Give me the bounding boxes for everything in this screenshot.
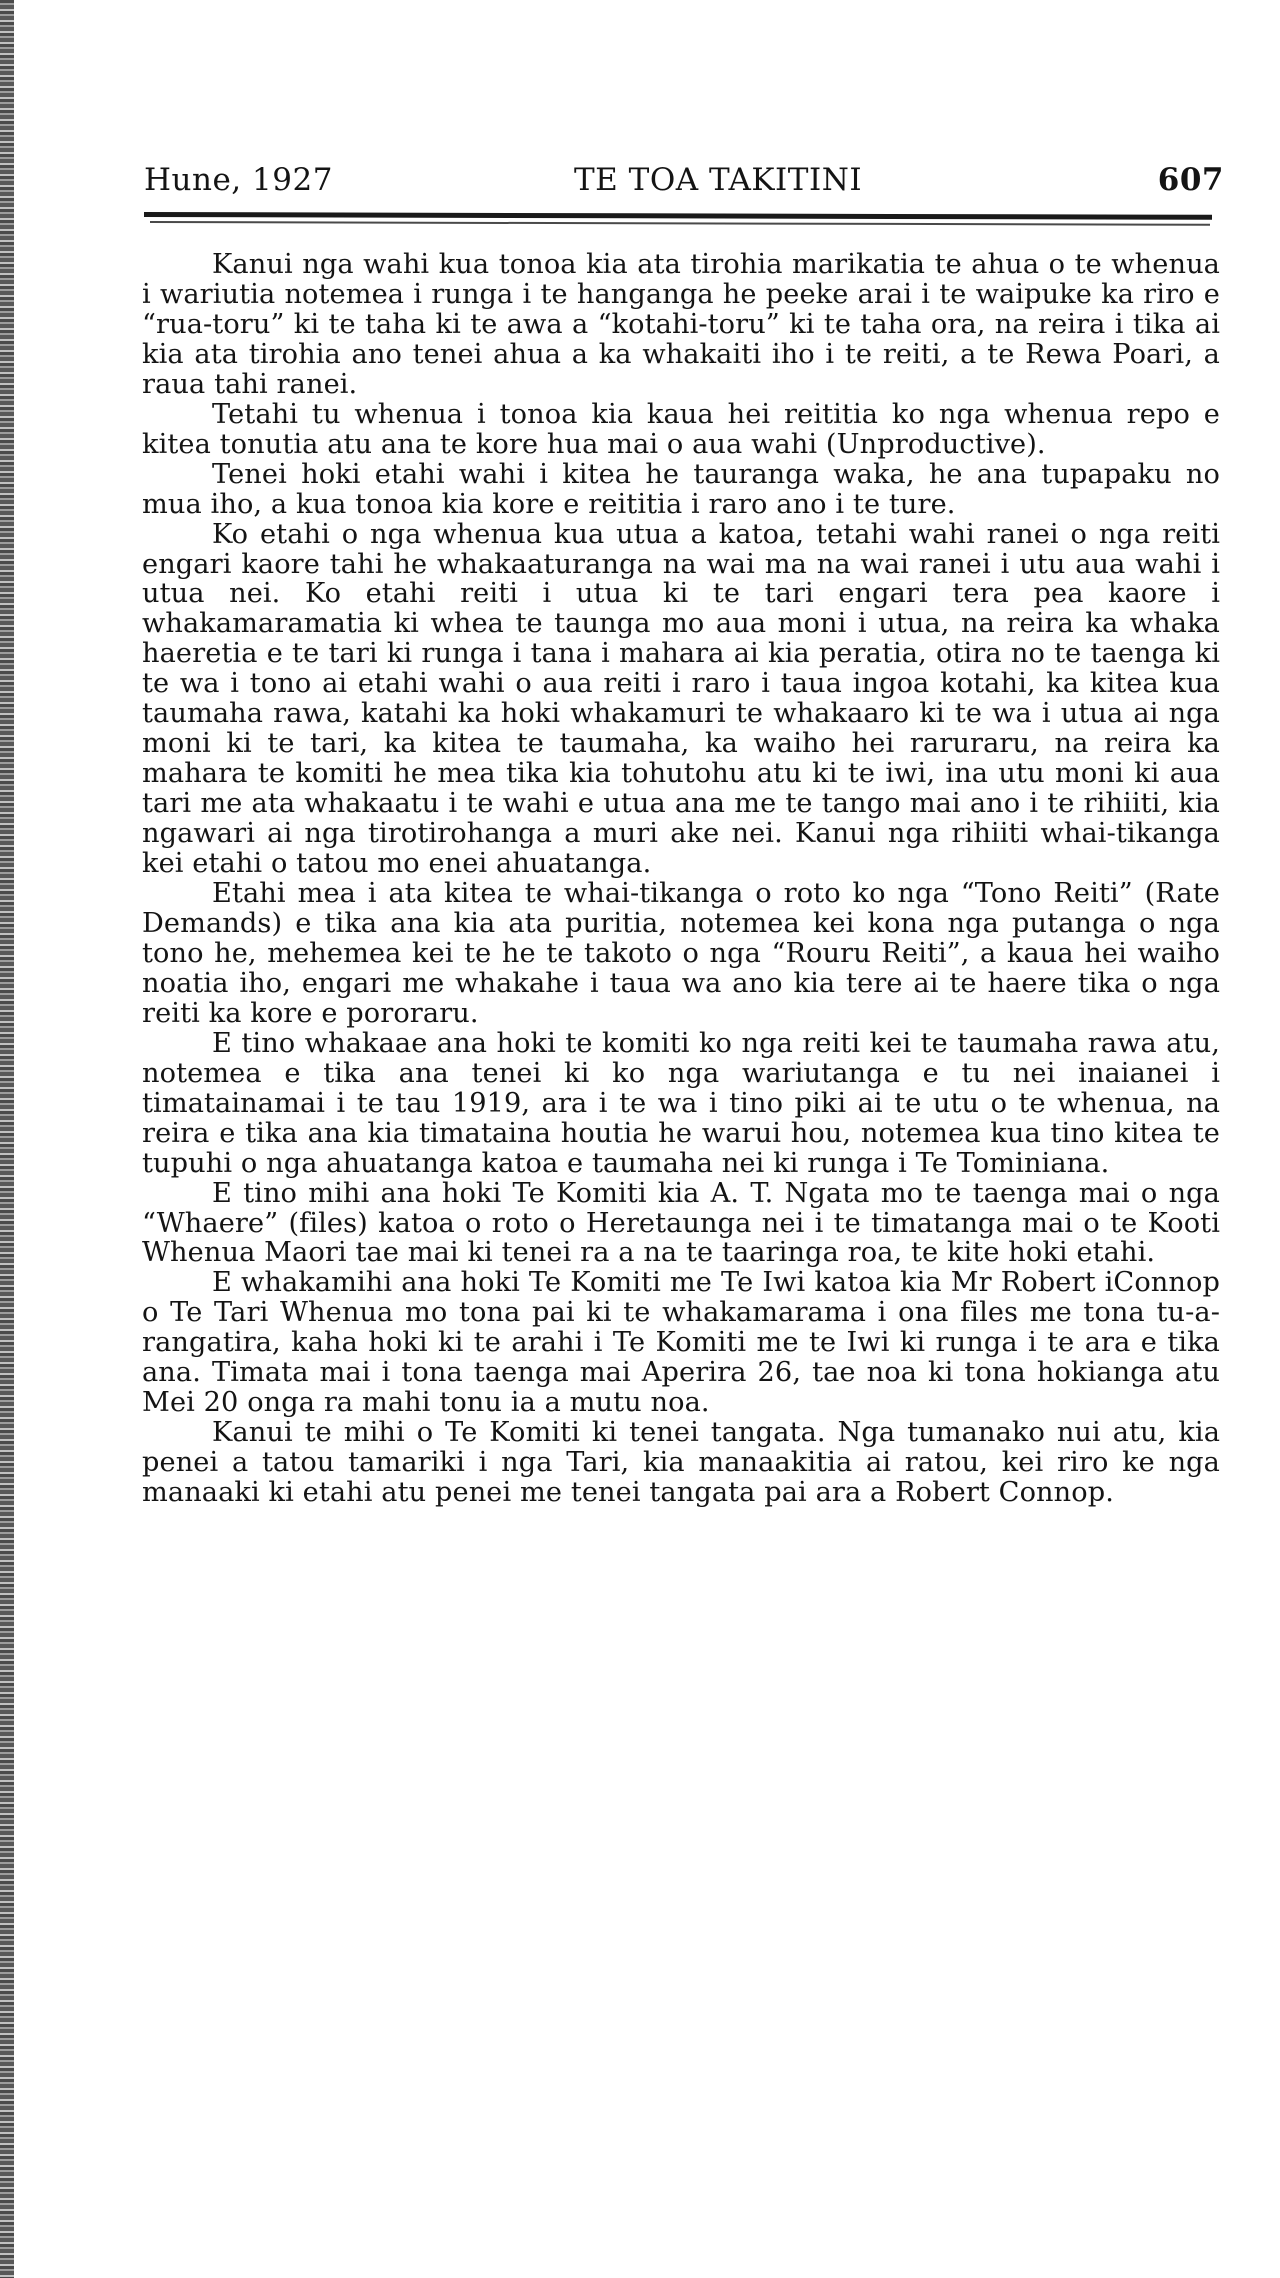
running-header bbox=[144, 162, 1224, 206]
article-body bbox=[142, 250, 1220, 1508]
paragraph: Kanui te mihi o Te Komiti ki tenei tangata. Nga tumanako nui atu, kia penei a tatou tamariki i nga Tari, kia manaakitia ai ratou, kei riro ke nga manaaki ki etahi atu penei me tenei tangata pai ara a Robert Connop. bbox=[142, 1417, 1220, 1509]
paragraph: Tenei hoki etahi wahi i kitea he tauranga waka, he ana tupapaku no mua iho, a kua tonoa kia kore e reititia i raro ano i te ture. bbox=[142, 458, 1220, 520]
paragraph: Tetahi tu whenua i tonoa kia kaua hei reititia ko nga whenua repo e kitea tonutia atu ana te kore hua mai o aua wahi (Unproductive). bbox=[142, 398, 1220, 460]
header-rule-thick bbox=[144, 212, 1212, 220]
page-number: 607 bbox=[1157, 162, 1224, 198]
paragraph: Kanui nga wahi kua tonoa kia ata tirohia marikatia te ahua o te whenua i wariutia notemea i runga i te hanganga he peeke arai i te waipuke ka riro e “rua-toru” ki te taha ki te awa a “kotahi-toru” ki te taha ora, na reira i tika ai kia ata tirohia ano tenei ahua a ka whakaiti iho i te reiti, a te Rewa Poari, a raua tahi ranei. bbox=[142, 249, 1220, 400]
paragraph: Ko etahi o nga whenua kua utua a katoa, tetahi wahi ranei o nga reiti engari kaore tahi he whakaaturanga na wai ma na wai ranei i utu aua wahi i utua nei. Ko etahi reiti i utua ki te tari engari tera pea kaore i whakamaramatia ki whea te taunga mo aua moni i utua, na reira ka whaka haeretia e te tari ki runga i tana i mahara ai kia peratia, otira no te taenga ki te wa i tono ai etahi wahi o aua reiti i raro i taua ingoa kotahi, ka kitea kua taumaha rawa, katahi ka hoki whakamuri te whakaaro ki te wa i utua ai nga moni ki te tari, ka kitea te taumaha, ka waiho hei raruraru, na reira ka mahara te komiti he mea tika kia tohutohu atu ki te iwi, ina utu moni ki aua tari me ata whakaatu i te wahi e utua ana me te tango mai ano i te rihiiti, kia ngawari ai nga tirotirohanga a muri ake nei. Kanui nga rihiiti whai-tikanga kei etahi o tatou mo enei ahuatanga. bbox=[142, 518, 1220, 880]
paragraph: E tino mihi ana hoki Te Komiti kia A. T. Ngata mo te taenga mai o nga “Whaere” (files) katoa o roto o Heretaunga nei i te timatanga mai o te Kooti Whenua Maori tae mai ki tenei ra a na te taaringa roa, te kite hoki etahi. bbox=[142, 1177, 1220, 1269]
paragraph: E whakamihi ana hoki Te Komiti me Te Iwi katoa kia Mr Robert iConnop o Te Tari Whenua mo tona pai ki te whakamarama i ona files me tona tu-a-rangatira, kaha hoki ki te arahi i Te Komiti me te Iwi ki runga i te ara e tika ana. Timata mai i tona taenga mai Aperira 26, tae noa ki tona hokianga atu Mei 20 onga ra mahi tonu ia a mutu noa. bbox=[142, 1267, 1220, 1419]
publication-title: TE TOA TAKITINI bbox=[574, 162, 863, 198]
scan-edge-shadow bbox=[0, 0, 14, 2278]
paragraph: E tino whakaae ana hoki te komiti ko nga reiti kei te taumaha rawa atu, notemea e tika ana tenei ki ko nga wariutanga e tu nei inaianei i timatainamai i te tau 1919, ara i te wa i tino piki ai te utu o te whenua, na reira e tika ana kia timataina houtia he warui hou, notemea kua tino kitea te tupuhi o nga ahuatanga katoa e taumaha nei ki runga i Te Tominiana. bbox=[142, 1027, 1220, 1179]
issue-date: Hune, 1927 bbox=[144, 162, 333, 198]
paragraph: Etahi mea i ata kitea te whai-tikanga o roto ko nga “Tono Reiti” (Rate Demands) e tika ana kia ata puritia, notemea kei kona nga putanga o nga tono he, mehemea kei te he te takoto o nga “Rouru Reiti”, a kaua hei waiho noatia iho, engari me whakahe i taua wa ano kia tere ai te haere tika o nga reiti ka kore e pororaru. bbox=[142, 878, 1220, 1029]
header-rule-thin bbox=[150, 221, 1210, 226]
